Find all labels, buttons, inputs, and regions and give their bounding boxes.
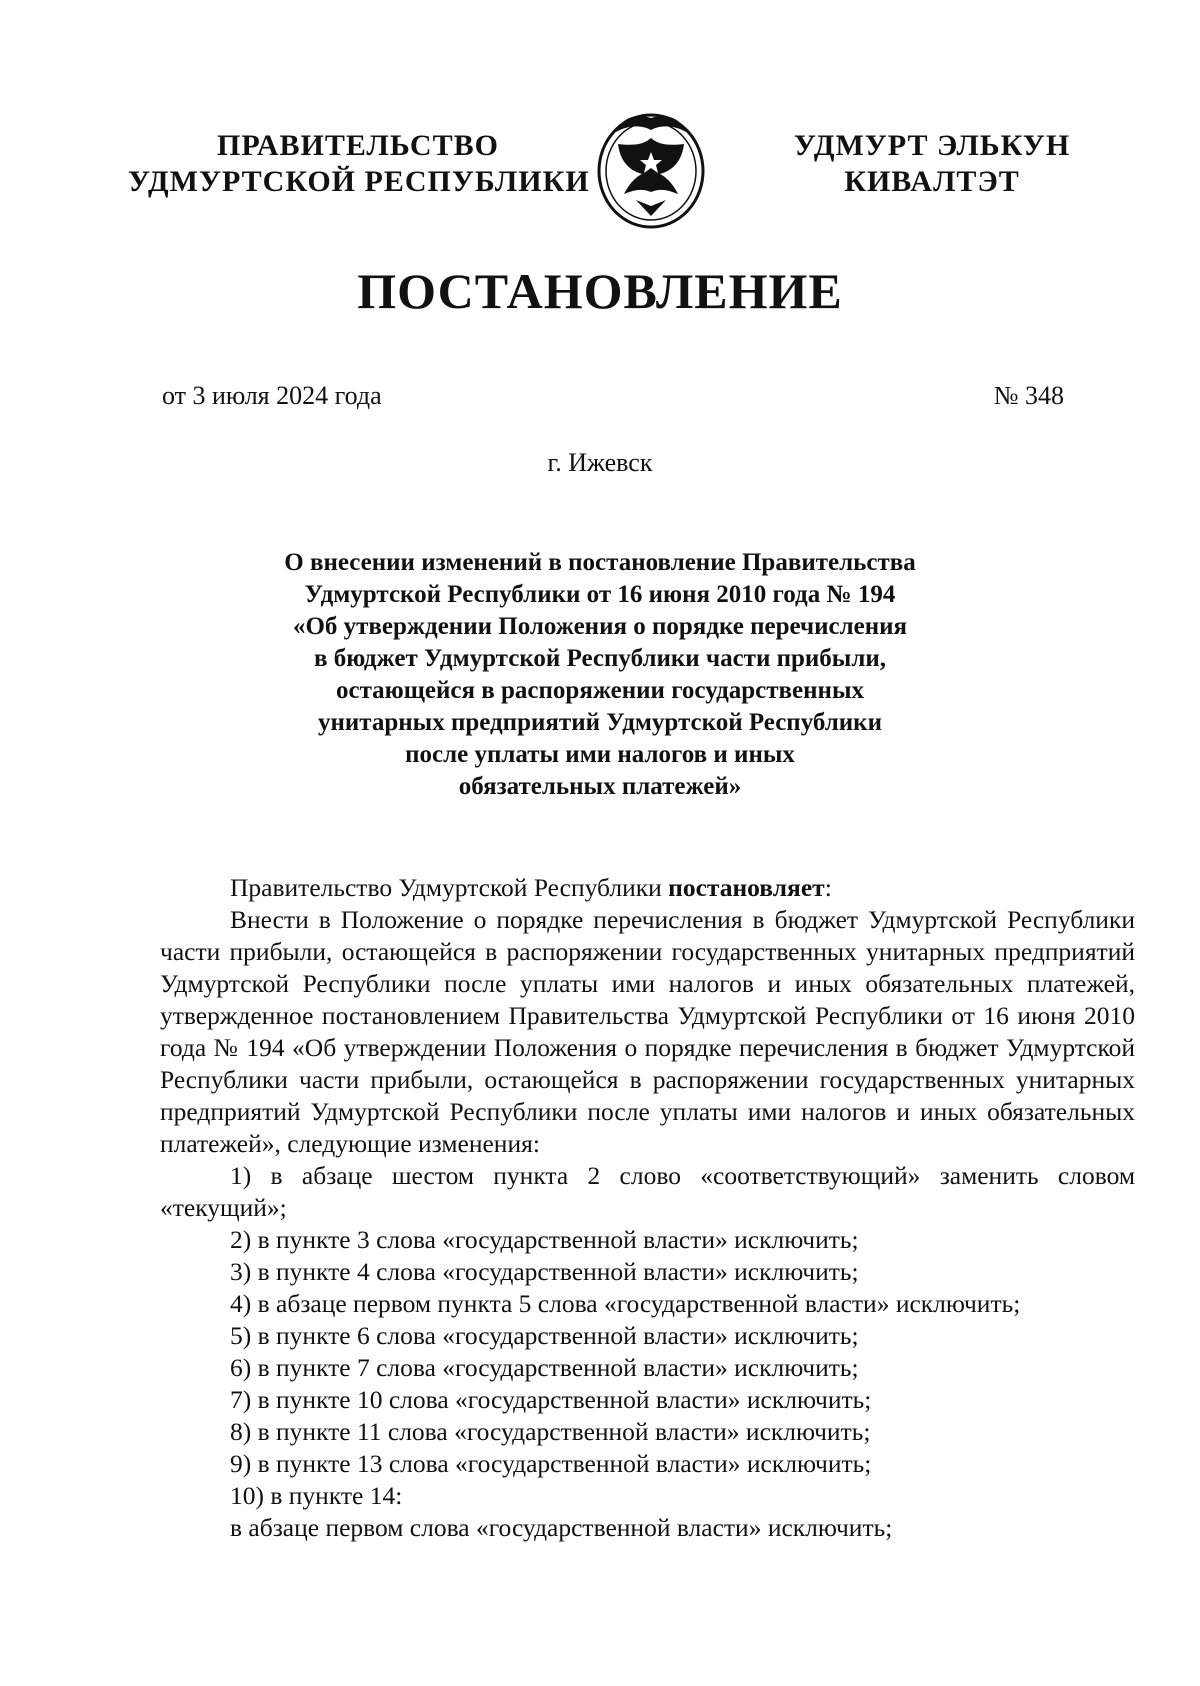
- amendment-item: 8) в пункте 11 слова «государственной власти» исключить;: [230, 1417, 871, 1446]
- intro-colon: :: [824, 873, 832, 902]
- main-paragraph: Внести в Положение о порядке перечисления в бюджет Удмуртской Республики части прибыли, остающейся в распоряжении государственных унитарных предприятий Удмуртской Республики после уплаты ими налогов и иных обязательных платежей, утвержденное постановлением Правительства Удмуртской Республики от 16 июня 2010 года № 194 «Об утверждении Положения о порядке перечисления в бюджет Удмуртской Республики части прибыли, остающейся в распоряжении государственных унитарных предприятий Удмуртской Республики после уплаты ими налогов и иных обязательных платежей», следующие изменения:: [160, 905, 1135, 1158]
- amendment-subitem: в абзаце первом слова «государственной власти» исключить;: [230, 1513, 893, 1542]
- document-number: № 348: [993, 381, 1064, 410]
- header-left-line2: УДМУРТСКОЙ РЕСПУБЛИКИ: [128, 165, 590, 198]
- amendment-item: 1) в абзаце шестом пункта 2 слово «соответствующий» заменить словом «текущий»;: [160, 1161, 1135, 1222]
- amendment-item: 10) в пункте 14:: [230, 1481, 403, 1510]
- document-subject: [150, 547, 1050, 803]
- header-left: [128, 128, 588, 200]
- header-right-line2: КИВАЛТЭТ: [844, 165, 1020, 198]
- document-date: от 3 июля 2024 года: [162, 381, 382, 410]
- amendment-item: 2) в пункте 3 слова «государственной власти» исключить;: [230, 1225, 859, 1254]
- subject-line: Удмуртской Республики от 16 июня 2010 года № 194: [304, 581, 896, 608]
- intro-paragraph: [160, 872, 1135, 904]
- document-body: [160, 872, 1135, 1544]
- header-left-line1: ПРАВИТЕЛЬСТВО: [217, 129, 499, 162]
- udmurt-coat-of-arms-icon: [594, 108, 708, 230]
- document-city: г. Ижевск: [547, 448, 653, 477]
- header-right-line1: УДМУРТ ЭЛЬКУН: [793, 129, 1071, 162]
- amendment-item: 7) в пункте 10 слова «государственной власти» исключить;: [230, 1385, 872, 1414]
- document-type-title: ПОСТАНОВЛЕНИЕ: [357, 263, 843, 319]
- subject-line: О внесении изменений в постановление Правительства: [284, 549, 916, 576]
- header-right: [762, 128, 1102, 200]
- subject-line: остающейся в распоряжении государственных: [336, 677, 864, 704]
- amendment-item: 6) в пункте 7 слова «государственной власти» исключить;: [230, 1353, 859, 1382]
- intro-verb: постановляет: [668, 873, 825, 902]
- amendment-item: 9) в пункте 13 слова «государственной власти» исключить;: [230, 1449, 872, 1478]
- subject-line: унитарных предприятий Удмуртской Республики: [317, 709, 882, 736]
- amendment-item: 5) в пункте 6 слова «государственной власти» исключить;: [230, 1321, 859, 1350]
- subject-line: в бюджет Удмуртской Республики части прибыли,: [313, 645, 887, 672]
- subject-line: обязательных платежей»: [458, 773, 742, 800]
- intro-text: Правительство Удмуртской Республики: [230, 873, 669, 902]
- amendment-item: 3) в пункте 4 слова «государственной власти» исключить;: [230, 1257, 859, 1286]
- subject-line: «Об утверждении Положения о порядке перечисления: [292, 613, 908, 640]
- subject-line: после уплаты ими налогов и иных: [405, 741, 795, 768]
- amendment-item: 4) в абзаце первом пункта 5 слова «государственной власти» исключить;: [230, 1289, 1021, 1318]
